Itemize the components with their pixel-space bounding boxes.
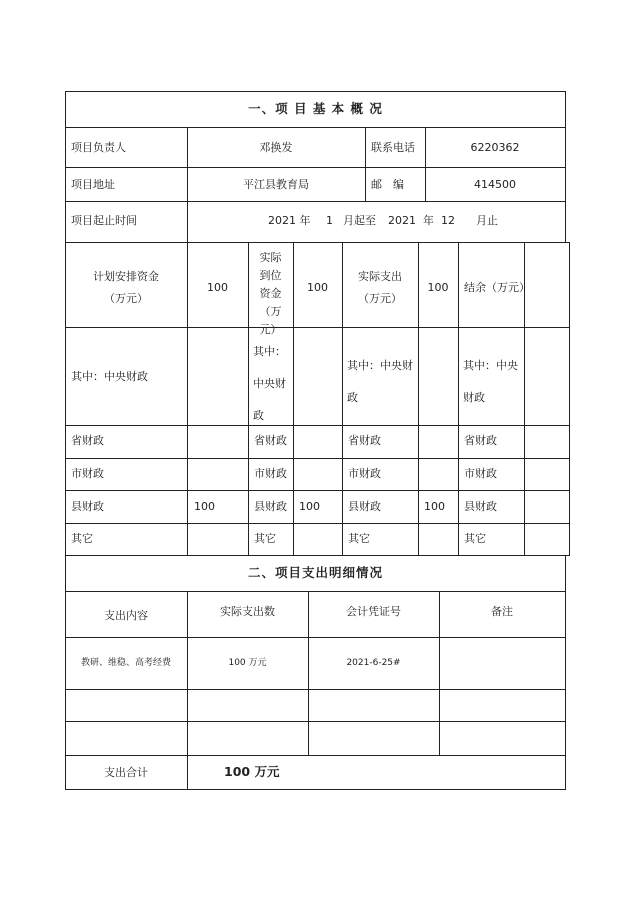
row-line [65, 555, 570, 556]
row-line [65, 425, 570, 426]
province-label-balance: 省财政 [464, 434, 497, 447]
province-label-spent: 省财政 [348, 434, 381, 447]
row-line [65, 201, 566, 202]
county-spent-value: 100 [424, 500, 445, 513]
row-line [65, 127, 566, 128]
period-end-year: 2021 [388, 214, 416, 227]
central-label-planned: 其中：中央财政 [71, 370, 148, 383]
planned-unit: （万元） [104, 292, 148, 305]
county-planned-value: 100 [194, 500, 215, 513]
postcode-label: 邮 编 [371, 178, 404, 191]
row-line [65, 689, 566, 690]
row1-content: 教研、维稳、高考经费 [80, 658, 171, 668]
city-label-balance: 市财政 [464, 467, 497, 480]
manager-value: 邓换发 [259, 141, 293, 154]
table-border-bottom [65, 789, 566, 790]
county-label-balance: 县财政 [464, 500, 497, 513]
header-voucher: 会计凭证号 [346, 605, 401, 618]
address-value: 平江县教育局 [243, 178, 309, 191]
header-note: 备注 [491, 605, 513, 618]
period-start-year: 2021 年 [268, 214, 311, 227]
received-value: 100 [307, 281, 328, 294]
other-label-planned: 其它 [71, 532, 93, 545]
central-label-received: 其中：中央财政 [253, 345, 286, 422]
city-label-received: 市财政 [254, 467, 287, 480]
address-label: 项目地址 [71, 178, 115, 191]
manager-label: 项目负责人 [71, 141, 126, 154]
col-line [458, 242, 459, 555]
row-line [65, 591, 566, 592]
period-end-suffix: 月止 [476, 214, 498, 227]
county-label-spent: 县财政 [348, 500, 381, 513]
other-label-balance: 其它 [464, 532, 486, 545]
col-line [248, 242, 249, 555]
col-line [365, 127, 366, 201]
spent-label: 实际支出 [358, 270, 402, 283]
col-line [187, 591, 188, 789]
city-label-planned: 市财政 [71, 467, 104, 480]
central-label-balance: 其中：中央财政 [463, 359, 518, 404]
city-label-spent: 市财政 [348, 467, 381, 480]
section1-title: 一、项 目 基 本 概 况 [248, 101, 383, 116]
period-end-month: 12 [441, 214, 455, 227]
phone-label: 联系电话 [371, 141, 415, 154]
balance-label: 结余（万元） [464, 281, 530, 294]
other-label-received: 其它 [254, 532, 276, 545]
received-label: 实际到位资金（万元） [259, 251, 282, 336]
planned-value: 100 [207, 281, 228, 294]
county-label-received: 县财政 [254, 500, 287, 513]
header-amount: 实际支出数 [220, 605, 275, 618]
row-line [65, 490, 570, 491]
spent-value: 100 [427, 281, 449, 294]
col-line [342, 242, 343, 555]
total-value: 100 万元 [224, 764, 280, 779]
header-content: 支出内容 [104, 609, 148, 622]
table-border-top [65, 91, 566, 92]
postcode-value: 414500 [474, 178, 516, 191]
row1-amount: 100 万元 [228, 658, 267, 668]
row-line [65, 755, 566, 756]
row-line [65, 458, 570, 459]
phone-value: 6220362 [470, 141, 520, 154]
county-label-planned: 县财政 [71, 500, 104, 513]
county-received-value: 100 [299, 500, 320, 513]
period-label: 项目起止时间 [71, 214, 137, 227]
table-border-right [565, 555, 566, 790]
total-label: 支出合计 [104, 766, 148, 779]
planned-label: 计划安排资金 [93, 270, 159, 283]
row1-voucher: 2021-6-25# [346, 658, 401, 668]
period-year-unit: 年 [423, 214, 434, 227]
period-start-month: 1 [326, 214, 333, 227]
province-label-planned: 省财政 [71, 434, 104, 447]
row-line [65, 242, 570, 243]
period-start-suffix: 月起至 [343, 214, 376, 227]
province-label-received: 省财政 [254, 434, 287, 447]
row-line [65, 327, 570, 328]
table-border-right [569, 242, 570, 555]
spent-unit: （万元） [358, 292, 402, 305]
row-line [65, 167, 566, 168]
other-label-spent: 其它 [348, 532, 370, 545]
row-line [65, 637, 566, 638]
table-border-left [65, 91, 66, 790]
row-line [65, 523, 570, 524]
col-line [187, 201, 188, 242]
central-label-spent: 其中：中央财政 [347, 359, 413, 404]
section2-title: 二、项目支出明细情况 [247, 565, 383, 580]
row-line [65, 721, 566, 722]
